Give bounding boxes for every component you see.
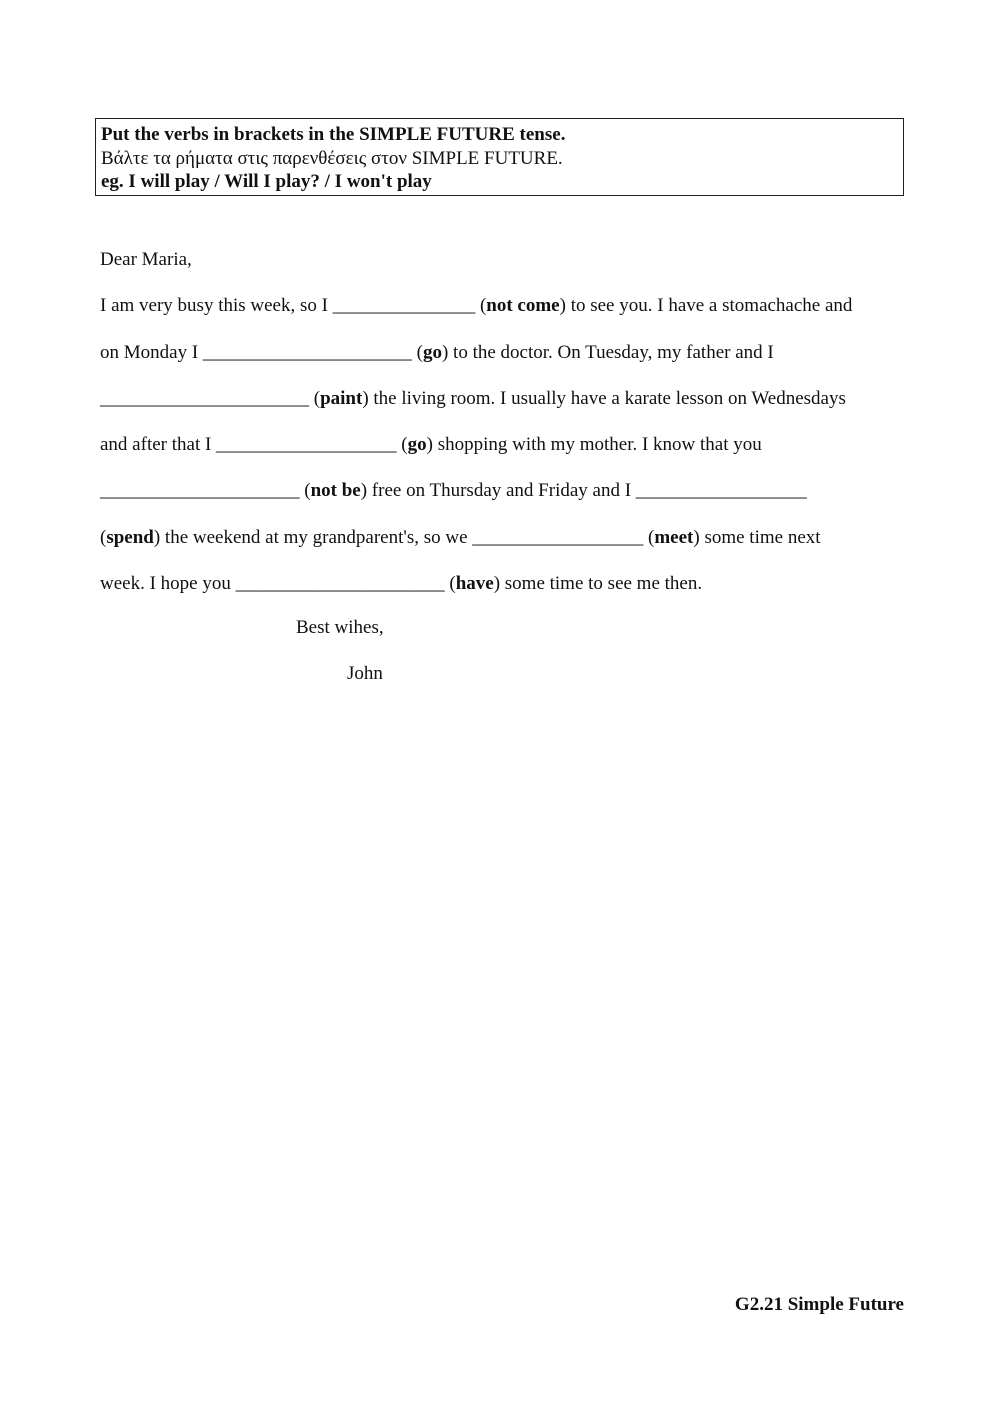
verb-prompt: have (455, 573, 494, 595)
text-segment: ) to see you. I have a stomachache and (559, 295, 853, 317)
letter-line-4 (100, 431, 910, 477)
instruction-example: eg. I will play / Will I play? / I won't play (101, 171, 432, 192)
letter-body (100, 246, 910, 616)
letter-line-2 (100, 339, 910, 385)
letter-line-3 (100, 385, 910, 431)
verb-prompt: not come (486, 295, 560, 317)
text-segment: ) the weekend at my grandparent's, so we __________________ ( (153, 526, 655, 548)
verb-prompt: meet (654, 526, 694, 548)
letter-signature: John (347, 663, 383, 684)
text-segment: ) to the doctor. On Tuesday, my father and I (441, 341, 774, 363)
text-segment: I am very busy this week, so I _______________ ( (100, 295, 487, 317)
instruction-title: Put the verbs in brackets in the SIMPLE FUTURE tense. (101, 124, 566, 145)
letter-greeting: Dear Maria, (100, 249, 192, 270)
text-segment: _____________________ ( (100, 480, 311, 502)
verb-prompt: go (422, 341, 442, 363)
verb-prompt: spend (106, 526, 154, 548)
verb-prompt: paint (320, 387, 363, 409)
text-segment: ) some time to see me then. (493, 573, 703, 595)
verb-prompt: not be (310, 480, 361, 502)
letter-line-5 (100, 477, 910, 523)
text-segment: on Monday I ______________________ ( (100, 341, 423, 363)
instructions-box (95, 118, 904, 196)
letter-line-1 (100, 292, 910, 338)
verb-prompt: go (407, 434, 427, 456)
worksheet-code: G2.21 Simple Future (734, 1294, 904, 1315)
instruction-greek: Βάλτε τα ρήματα στις παρενθέσεις στον SIMPLE FUTURE. (101, 147, 563, 169)
text-segment: ) free on Thursday and Friday and I __________________ (360, 480, 807, 502)
text-segment: and after that I ___________________ ( (100, 434, 408, 456)
letter-line-6 (100, 524, 910, 570)
text-segment: ) some time next (693, 526, 821, 548)
text-segment: ______________________ ( (100, 387, 321, 409)
letter-closing: Best wihes, (296, 617, 384, 638)
text-segment: week. I hope you ______________________ ( (100, 573, 456, 595)
text-segment: ) the living room. I usually have a karate lesson on Wednesdays (362, 387, 846, 409)
text-segment: ) shopping with my mother. I know that you (426, 434, 762, 456)
letter-line-7 (100, 570, 910, 616)
text-segment: ( (100, 526, 107, 548)
